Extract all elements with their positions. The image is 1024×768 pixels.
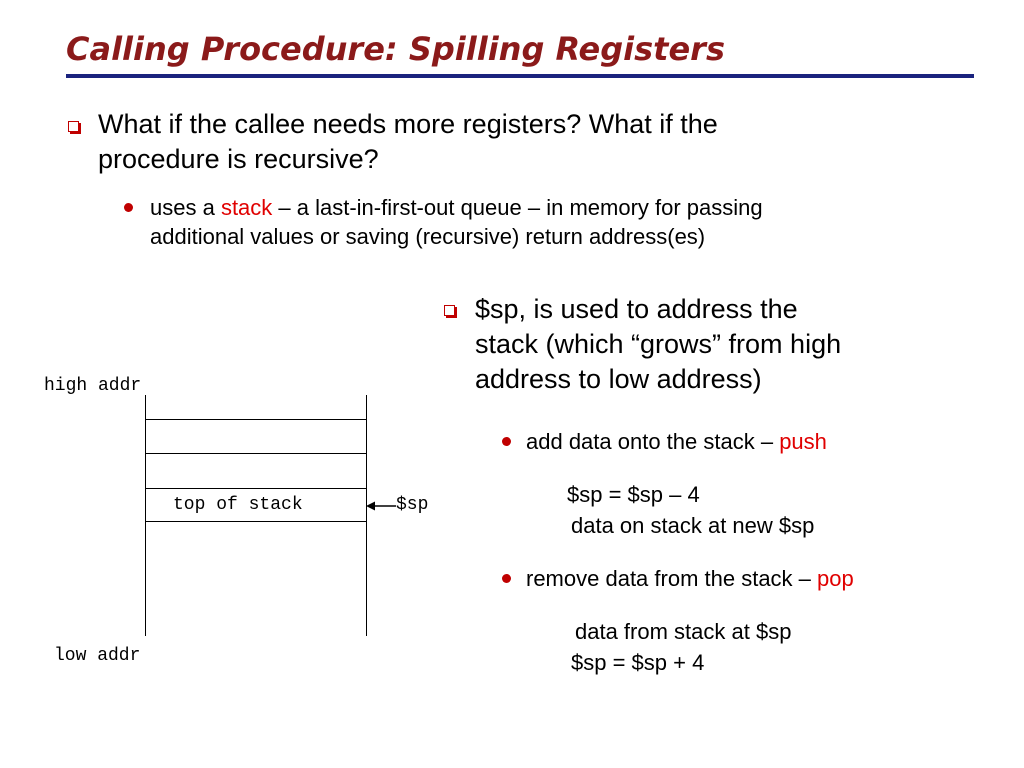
stack-divider xyxy=(145,419,367,420)
bullet-1-sub-line-1 xyxy=(150,193,763,222)
square-bullet-icon xyxy=(68,121,79,132)
stack-right-wall xyxy=(366,395,367,636)
push-description: add data onto the stack – xyxy=(526,429,780,454)
push-code-1: $sp = $sp – 4 xyxy=(567,482,700,507)
pop-code-2: $sp = $sp + 4 xyxy=(571,650,705,675)
round-bullet-icon xyxy=(502,437,511,446)
pop-keyword: pop xyxy=(817,566,854,591)
stack-divider xyxy=(145,521,367,522)
arrow-left-icon xyxy=(366,499,396,513)
bullet-1-sub-line-2: additional values or saving (recursive) return address(es) xyxy=(150,224,706,249)
bullet-1-line-1: What if the callee needs more registers? What if the xyxy=(98,109,718,139)
stack-suffix: – a last-in-first-out queue – in memory for passing xyxy=(272,195,763,220)
stack-divider xyxy=(145,453,367,454)
stack-left-wall xyxy=(145,395,146,636)
bullet-1-sub-text xyxy=(150,193,763,251)
round-bullet-icon xyxy=(124,203,133,212)
pop-code-1: data from stack at $sp xyxy=(575,619,792,644)
bullet-2-text xyxy=(475,292,841,397)
stack-prefix: uses a xyxy=(150,195,221,220)
bullet-2-line-1: $sp, is used to address the xyxy=(475,294,798,324)
slide-title: Calling Procedure: Spilling Registers xyxy=(66,30,725,68)
square-bullet-icon xyxy=(444,305,455,316)
bullet-1-line-2: procedure is recursive? xyxy=(98,144,379,174)
stack-keyword: stack xyxy=(220,195,273,220)
push-code-2: data on stack at new $sp xyxy=(571,513,815,538)
top-of-stack-label: top of stack xyxy=(173,495,303,515)
push-keyword: push xyxy=(779,429,827,454)
stack-divider xyxy=(145,488,367,489)
bullet-1-text xyxy=(98,107,718,177)
sp-label: $sp xyxy=(396,495,429,515)
high-addr-label: high addr xyxy=(44,376,142,396)
title-underline xyxy=(66,74,974,78)
push-text xyxy=(526,427,827,456)
bullet-2-line-3: address to low address) xyxy=(475,364,762,394)
bullet-2-line-2: stack (which “grows” from high xyxy=(475,329,842,359)
pop-text xyxy=(526,564,854,593)
round-bullet-icon xyxy=(502,574,511,583)
low-addr-label: low addr xyxy=(54,646,141,666)
pop-description: remove data from the stack – xyxy=(526,566,818,591)
